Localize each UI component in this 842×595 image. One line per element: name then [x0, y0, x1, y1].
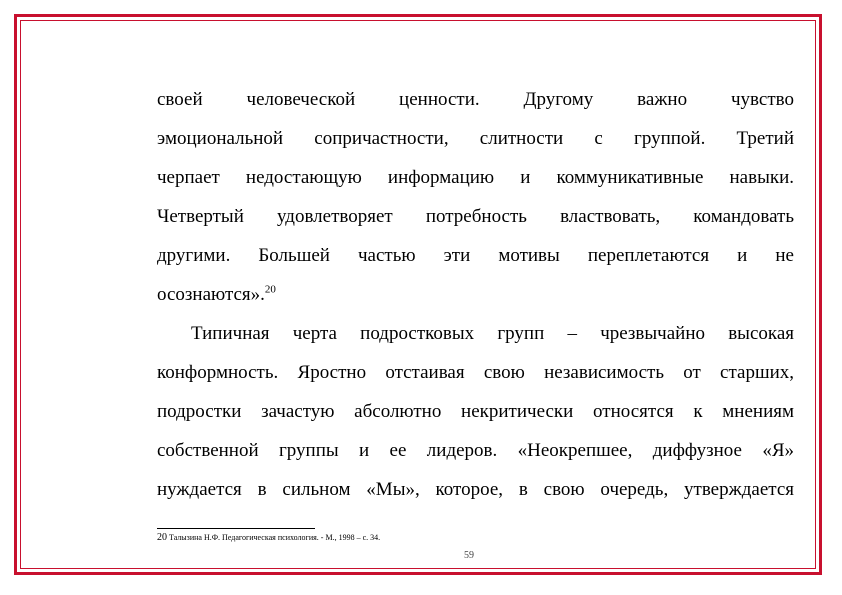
text-line-last: [157, 275, 794, 314]
footnote-text: Талызина Н.Ф. Педагогическая психология. - М., 1998 – с. 34.: [169, 533, 381, 542]
text-line: своей человеческой ценности. Другому важно чувство: [157, 89, 794, 110]
text-line: черпает недостающую информацию и коммуникативные навыки.: [157, 167, 794, 188]
paragraph-line: Типичная черта подростковых групп – чрезвычайно высокая: [191, 323, 794, 344]
text-line: другими. Большей частью эти мотивы переплетаются и не: [157, 245, 794, 266]
quote-end-text: осознаются».: [157, 284, 265, 305]
text-line: эмоциональной сопричастности, слитности с группой. Третий: [157, 128, 794, 149]
footnote-number: 20: [157, 532, 167, 543]
paragraph-line: собственной группы и ее лидеров. «Неокрепшее, диффузное «Я»: [157, 440, 794, 461]
paragraph-line: подростки зачастую абсолютно некритически относятся к мнениям: [157, 401, 794, 422]
footnote-divider: [157, 528, 315, 529]
body-text: [157, 80, 794, 509]
footnote: [157, 532, 380, 543]
footnote-reference: 20: [264, 283, 276, 296]
paragraph-line: конформность. Яростно отстаивая свою независимость от старших,: [157, 362, 794, 383]
text-line: Четвертый удовлетворяет потребность властвовать, командовать: [157, 206, 794, 227]
page-number: 59: [464, 550, 474, 561]
paragraph-line: нуждается в сильном «Мы», которое, в свою очередь, утверждается: [157, 479, 794, 500]
